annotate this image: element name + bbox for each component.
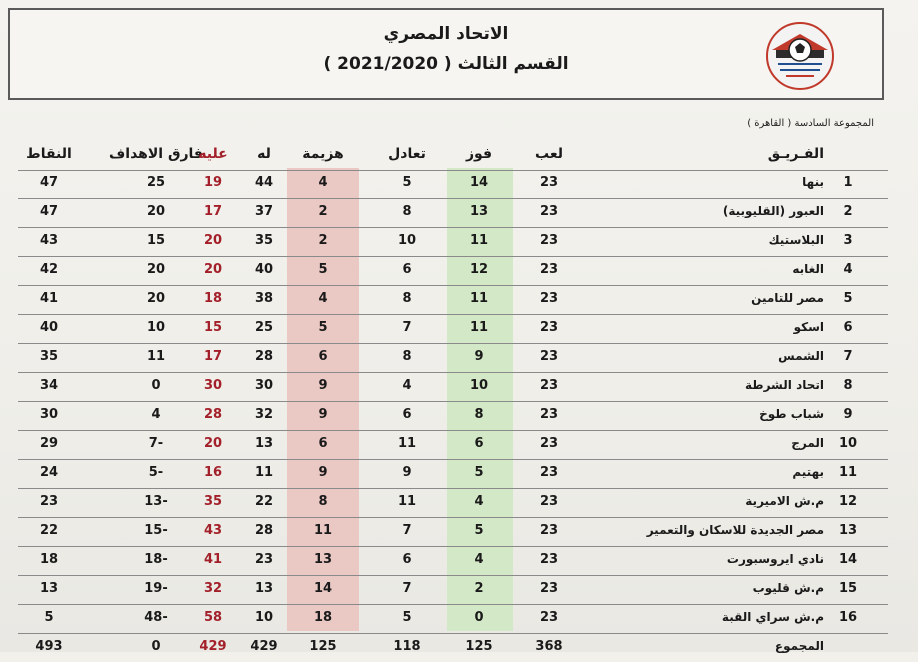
cell-against: 18 xyxy=(203,291,223,306)
cell-against: 43 xyxy=(203,523,223,538)
cell-drawn: 7 xyxy=(402,581,412,596)
header-against: عليه xyxy=(198,146,228,162)
cell-against: 20 xyxy=(203,262,223,277)
cell-for: 22 xyxy=(254,494,274,509)
total-played: 368 xyxy=(535,639,563,654)
efa-logo-icon xyxy=(764,20,836,92)
cell-for: 37 xyxy=(254,204,274,219)
cell-drawn: 4 xyxy=(402,378,412,393)
cell-drawn: 9 xyxy=(402,465,412,480)
cell-for: 23 xyxy=(254,552,274,567)
federation-title: الاتحاد المصري xyxy=(383,24,509,44)
cell-diff: 5- xyxy=(148,465,164,480)
cell-rank: 12 xyxy=(838,494,858,509)
cell-drawn: 11 xyxy=(397,436,417,451)
cell-team: البلاستيك xyxy=(768,233,824,247)
table-row xyxy=(18,313,888,344)
cell-lost: 9 xyxy=(318,465,328,480)
total-lost: 125 xyxy=(309,639,337,654)
cell-against: 17 xyxy=(203,204,223,219)
cell-for: 40 xyxy=(254,262,274,277)
cell-team: بنها xyxy=(802,175,824,189)
cell-drawn: 10 xyxy=(397,233,417,248)
totals-row xyxy=(18,632,888,662)
cell-lost: 5 xyxy=(318,262,328,277)
cell-for: 32 xyxy=(254,407,274,422)
cell-team: نادي ايروسبورت xyxy=(726,552,824,566)
total-against: 429 xyxy=(199,639,227,654)
cell-won: 10 xyxy=(469,378,489,393)
table-row xyxy=(18,168,888,199)
cell-against: 19 xyxy=(203,175,223,190)
cell-rank: 14 xyxy=(838,552,858,567)
cell-team: بهتيم xyxy=(792,465,824,479)
cell-played: 23 xyxy=(539,204,559,219)
column-header-row xyxy=(18,140,888,171)
division-subtitle: القسم الثالث ( 2021/2020 ) xyxy=(323,54,569,74)
total-points: 493 xyxy=(35,639,63,654)
cell-points: 34 xyxy=(39,378,59,393)
cell-played: 23 xyxy=(539,610,559,625)
cell-won: 8 xyxy=(474,407,484,422)
header-won: فوز xyxy=(465,146,492,162)
cell-rank: 4 xyxy=(843,262,853,277)
cell-lost: 8 xyxy=(318,494,328,509)
cell-played: 23 xyxy=(539,349,559,364)
cell-for: 30 xyxy=(254,378,274,393)
cell-drawn: 6 xyxy=(402,262,412,277)
cell-played: 23 xyxy=(539,581,559,596)
cell-for: 13 xyxy=(254,581,274,596)
cell-won: 11 xyxy=(469,233,489,248)
header-drawn: تعادل xyxy=(388,146,426,162)
cell-diff: 10 xyxy=(146,320,166,335)
cell-drawn: 5 xyxy=(402,175,412,190)
cell-against: 58 xyxy=(203,610,223,625)
cell-against: 28 xyxy=(203,407,223,422)
cell-lost: 6 xyxy=(318,436,328,451)
cell-lost: 13 xyxy=(313,552,333,567)
cell-for: 38 xyxy=(254,291,274,306)
cell-diff: 20 xyxy=(146,291,166,306)
cell-against: 32 xyxy=(203,581,223,596)
cell-diff: 15- xyxy=(144,523,168,538)
cell-won: 11 xyxy=(469,291,489,306)
cell-won: 13 xyxy=(469,204,489,219)
cell-played: 23 xyxy=(539,175,559,190)
cell-for: 44 xyxy=(254,175,274,190)
cell-rank: 11 xyxy=(838,465,858,480)
header-diff: فارق الاهداف xyxy=(109,146,203,162)
cell-team: م.ش قليوب xyxy=(752,581,824,595)
cell-lost: 2 xyxy=(318,233,328,248)
table-row xyxy=(18,255,888,286)
group-label: المجموعة السادسة ( القاهرة ) xyxy=(747,118,874,129)
standings-table xyxy=(18,140,888,652)
cell-diff: 13- xyxy=(144,494,168,509)
cell-lost: 11 xyxy=(313,523,333,538)
cell-won: 9 xyxy=(474,349,484,364)
table-row xyxy=(18,284,888,315)
cell-drawn: 5 xyxy=(402,610,412,625)
cell-team: م.ش سراي القبة xyxy=(721,610,824,624)
cell-played: 23 xyxy=(539,291,559,306)
cell-won: 6 xyxy=(474,436,484,451)
cell-rank: 1 xyxy=(843,175,853,190)
table-row xyxy=(18,603,888,634)
cell-lost: 14 xyxy=(313,581,333,596)
table-row xyxy=(18,458,888,489)
cell-team: المرج xyxy=(791,436,824,450)
cell-played: 23 xyxy=(539,320,559,335)
table-row xyxy=(18,516,888,547)
cell-drawn: 8 xyxy=(402,204,412,219)
cell-played: 23 xyxy=(539,552,559,567)
cell-points: 40 xyxy=(39,320,59,335)
cell-drawn: 7 xyxy=(402,523,412,538)
header-box xyxy=(8,8,884,100)
cell-rank: 5 xyxy=(843,291,853,306)
cell-against: 41 xyxy=(203,552,223,567)
header-lost: هزيمة xyxy=(302,146,344,162)
cell-rank: 15 xyxy=(838,581,858,596)
cell-points: 47 xyxy=(39,175,59,190)
table-row xyxy=(18,429,888,460)
cell-points: 42 xyxy=(39,262,59,277)
cell-for: 28 xyxy=(254,523,274,538)
cell-played: 23 xyxy=(539,233,559,248)
table-row xyxy=(18,487,888,518)
cell-for: 10 xyxy=(254,610,274,625)
cell-points: 18 xyxy=(39,552,59,567)
cell-team: الشمس xyxy=(778,349,824,363)
total-for: 429 xyxy=(250,639,278,654)
cell-played: 23 xyxy=(539,465,559,480)
cell-team: اتحاد الشرطة xyxy=(745,378,824,392)
cell-rank: 16 xyxy=(838,610,858,625)
cell-team: م.ش الاميرية xyxy=(745,494,824,508)
cell-points: 43 xyxy=(39,233,59,248)
cell-for: 28 xyxy=(254,349,274,364)
cell-lost: 9 xyxy=(318,407,328,422)
cell-diff: 18- xyxy=(144,552,168,567)
cell-rank: 8 xyxy=(843,378,853,393)
cell-won: 11 xyxy=(469,320,489,335)
table-row xyxy=(18,400,888,431)
cell-points: 30 xyxy=(39,407,59,422)
cell-played: 23 xyxy=(539,262,559,277)
total-drawn: 118 xyxy=(393,639,421,654)
cell-rank: 13 xyxy=(838,523,858,538)
cell-diff: 20 xyxy=(146,262,166,277)
table-row xyxy=(18,371,888,402)
header-for: له xyxy=(257,146,271,162)
cell-against: 15 xyxy=(203,320,223,335)
header-points: النقاط xyxy=(26,146,72,162)
cell-points: 41 xyxy=(39,291,59,306)
cell-points: 23 xyxy=(39,494,59,509)
table-row xyxy=(18,197,888,228)
cell-against: 30 xyxy=(203,378,223,393)
cell-diff: 15 xyxy=(146,233,166,248)
cell-drawn: 8 xyxy=(402,349,412,364)
cell-team: مصر للتامين xyxy=(751,291,824,305)
cell-lost: 5 xyxy=(318,320,328,335)
cell-diff: 7- xyxy=(148,436,164,451)
cell-diff: 19- xyxy=(144,581,168,596)
cell-diff: 4 xyxy=(151,407,161,422)
cell-lost: 2 xyxy=(318,204,328,219)
cell-points: 35 xyxy=(39,349,59,364)
cell-diff: 0 xyxy=(151,378,161,393)
cell-rank: 7 xyxy=(843,349,853,364)
cell-drawn: 6 xyxy=(402,552,412,567)
table-row xyxy=(18,226,888,257)
cell-team: اسكو xyxy=(793,320,824,334)
cell-against: 20 xyxy=(203,233,223,248)
cell-won: 4 xyxy=(474,552,484,567)
cell-lost: 18 xyxy=(313,610,333,625)
cell-diff: 11 xyxy=(146,349,166,364)
cell-won: 12 xyxy=(469,262,489,277)
cell-played: 23 xyxy=(539,407,559,422)
cell-points: 29 xyxy=(39,436,59,451)
cell-points: 24 xyxy=(39,465,59,480)
cell-against: 35 xyxy=(203,494,223,509)
cell-drawn: 6 xyxy=(402,407,412,422)
cell-rank: 6 xyxy=(843,320,853,335)
cell-points: 22 xyxy=(39,523,59,538)
cell-played: 23 xyxy=(539,494,559,509)
cell-drawn: 11 xyxy=(397,494,417,509)
cell-against: 17 xyxy=(203,349,223,364)
table-row xyxy=(18,342,888,373)
cell-drawn: 8 xyxy=(402,291,412,306)
cell-diff: 48- xyxy=(144,610,168,625)
cell-points: 13 xyxy=(39,581,59,596)
cell-played: 23 xyxy=(539,436,559,451)
cell-for: 35 xyxy=(254,233,274,248)
cell-played: 23 xyxy=(539,523,559,538)
cell-won: 2 xyxy=(474,581,484,596)
cell-lost: 4 xyxy=(318,175,328,190)
table-row xyxy=(18,574,888,605)
cell-rank: 2 xyxy=(843,204,853,219)
cell-won: 5 xyxy=(474,465,484,480)
cell-team: مصر الجديدة للاسكان والتعمير xyxy=(646,523,824,537)
cell-against: 16 xyxy=(203,465,223,480)
cell-team: شباب طوخ xyxy=(759,407,824,421)
cell-won: 0 xyxy=(474,610,484,625)
cell-played: 23 xyxy=(539,378,559,393)
cell-against: 20 xyxy=(203,436,223,451)
cell-diff: 25 xyxy=(146,175,166,190)
cell-rank: 9 xyxy=(843,407,853,422)
cell-won: 5 xyxy=(474,523,484,538)
total-team: المجموع xyxy=(774,639,824,653)
table-row xyxy=(18,545,888,576)
cell-rank: 10 xyxy=(838,436,858,451)
cell-diff: 20 xyxy=(146,204,166,219)
cell-for: 13 xyxy=(254,436,274,451)
header-played: لعب xyxy=(535,146,563,162)
cell-lost: 9 xyxy=(318,378,328,393)
cell-drawn: 7 xyxy=(402,320,412,335)
cell-rank: 3 xyxy=(843,233,853,248)
total-won: 125 xyxy=(465,639,493,654)
cell-won: 14 xyxy=(469,175,489,190)
cell-won: 4 xyxy=(474,494,484,509)
cell-team: العبور (القليوبية) xyxy=(722,204,824,218)
cell-for: 11 xyxy=(254,465,274,480)
header-team: الفـريـق xyxy=(767,146,824,162)
cell-for: 25 xyxy=(254,320,274,335)
cell-points: 5 xyxy=(44,610,54,625)
cell-lost: 6 xyxy=(318,349,328,364)
cell-points: 47 xyxy=(39,204,59,219)
total-diff: 0 xyxy=(151,639,161,654)
cell-lost: 4 xyxy=(318,291,328,306)
cell-team: الغابه xyxy=(792,262,824,276)
